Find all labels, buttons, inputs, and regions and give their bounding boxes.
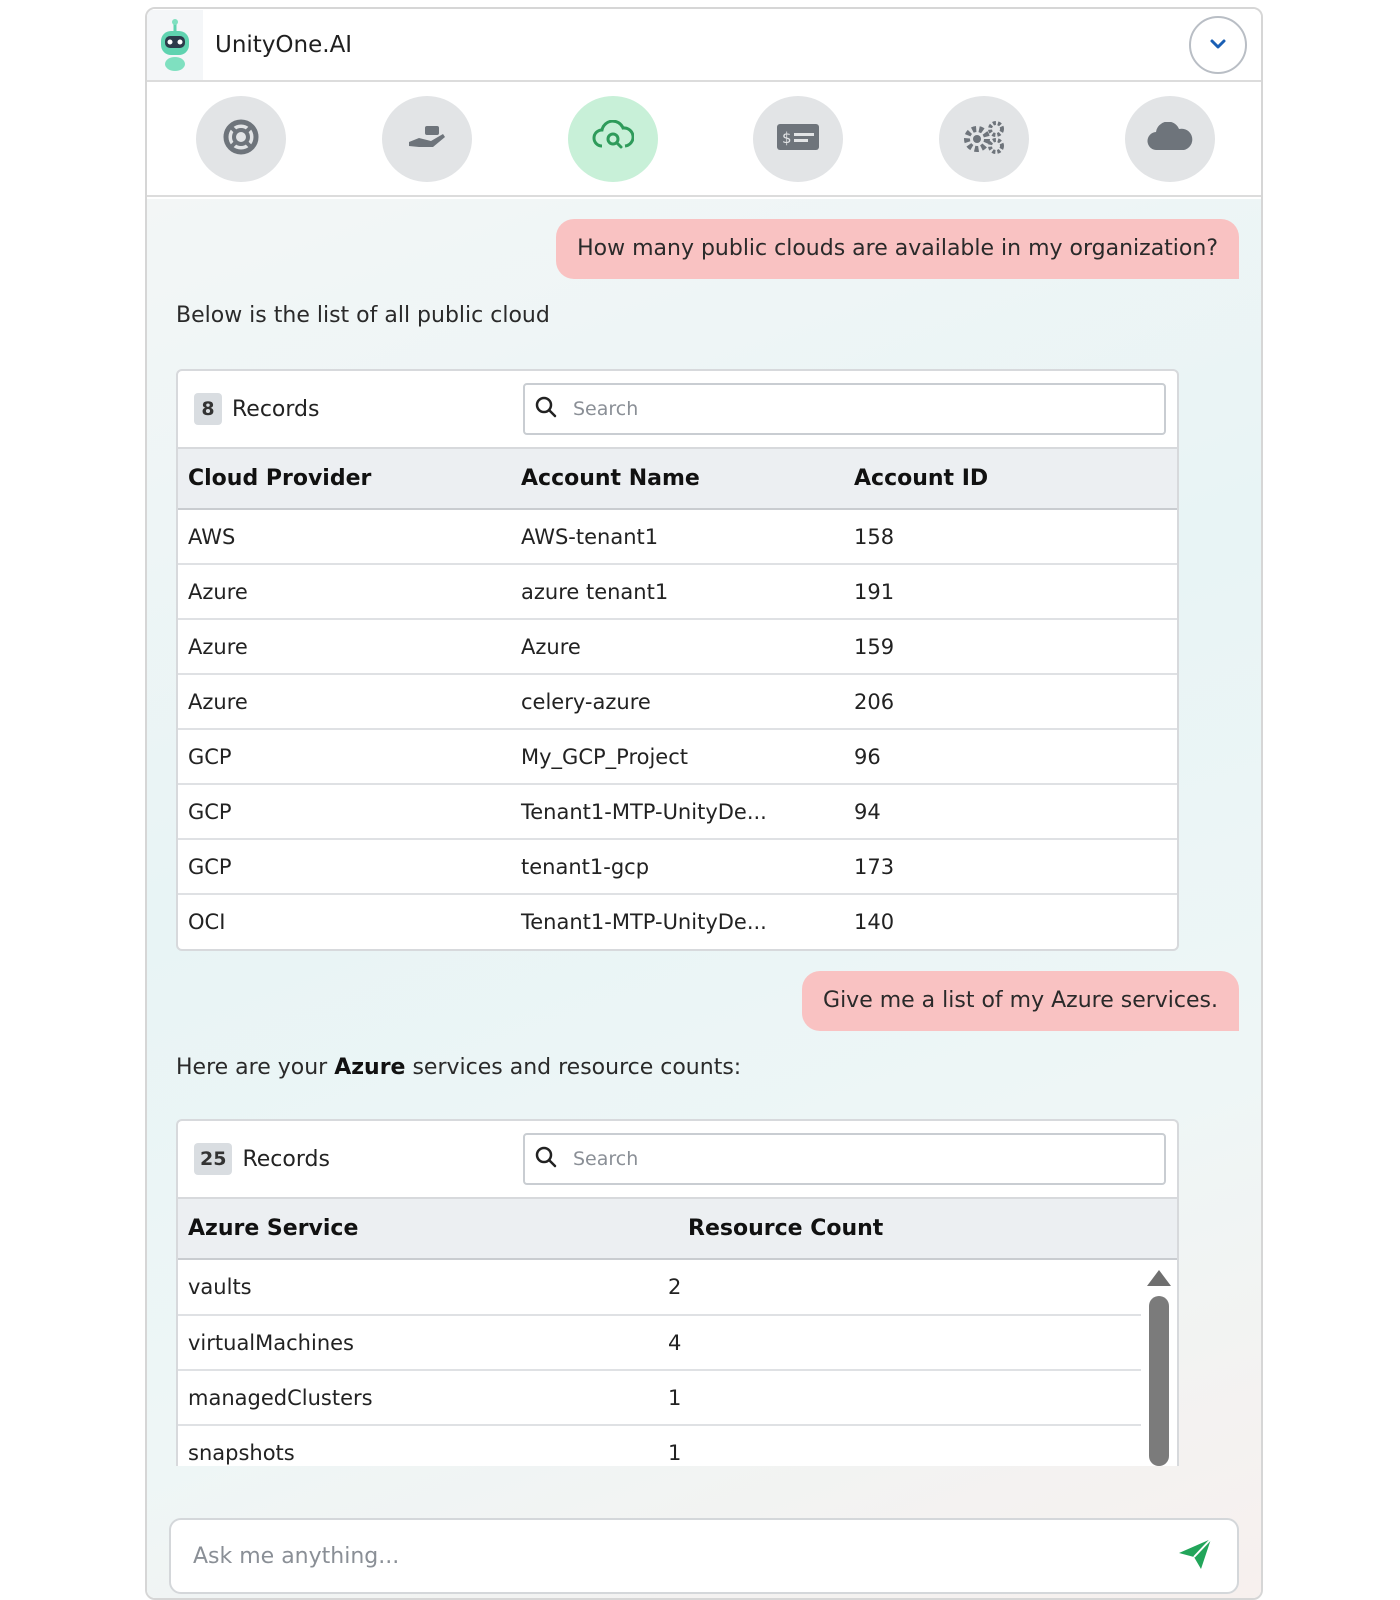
hand-money-icon: [407, 122, 447, 156]
table-cell: My_GCP_Project: [511, 729, 844, 784]
table-cell: Azure: [178, 674, 511, 729]
table-toolbar: [178, 371, 1177, 449]
app-header: [147, 9, 1261, 82]
table-search-input[interactable]: [523, 1133, 1166, 1185]
chat-area: [147, 199, 1261, 1598]
svg-text:$: $: [782, 128, 792, 147]
table-cell: Tenant1-MTP-UnityDe...: [511, 784, 844, 839]
table-row[interactable]: [178, 674, 1177, 729]
table-search-input[interactable]: [523, 383, 1166, 435]
column-header[interactable]: Cloud Provider: [178, 449, 511, 509]
scroll-up-arrow-icon[interactable]: [1147, 1270, 1171, 1286]
table-cell: GCP: [178, 729, 511, 784]
search-icon: [535, 1146, 557, 1172]
scroll-thumb[interactable]: [1149, 1296, 1169, 1466]
table-cell: OCI: [188, 910, 226, 934]
robot-logo-icon: [147, 10, 203, 80]
collapse-button[interactable]: [1189, 16, 1247, 74]
user-message: Give me a list of my Azure services.: [802, 971, 1239, 1031]
table-cell: Azure: [511, 619, 844, 674]
table-row[interactable]: [178, 564, 1177, 619]
record-count-badge: 8: [194, 393, 222, 425]
table-row[interactable]: [178, 729, 1177, 784]
cloud-search-icon: [592, 120, 634, 158]
table-cell: snapshots: [188, 1441, 295, 1465]
table-row[interactable]: [178, 619, 1177, 674]
table-row[interactable]: [178, 509, 1177, 564]
cloud-accounts-table: [176, 369, 1179, 951]
search-placeholder: Search: [573, 398, 639, 420]
cloud-button[interactable]: [1125, 96, 1215, 182]
bot-message: Below is the list of all public cloud: [176, 303, 550, 328]
table-row[interactable]: [178, 1425, 1141, 1466]
chat-window: [145, 7, 1263, 1600]
chat-input[interactable]: [193, 1544, 1175, 1569]
table-cell: GCP: [178, 839, 511, 894]
table-cell: AWS: [178, 509, 511, 564]
cloud-discovery-button[interactable]: [568, 96, 658, 182]
vertical-scrollbar[interactable]: [1147, 1270, 1171, 1466]
cost-button[interactable]: [382, 96, 472, 182]
table-header-row: [178, 449, 1177, 509]
table-cell: 158: [844, 509, 1177, 564]
table-cell: managedClusters: [178, 1370, 658, 1425]
send-button[interactable]: [1175, 1536, 1215, 1576]
table-cell: 96: [844, 729, 1177, 784]
azure-services-table: [176, 1119, 1179, 1466]
table-cell: 173: [844, 839, 1177, 894]
search-placeholder: Search: [573, 1148, 639, 1170]
table-cell: 1: [658, 1370, 1141, 1425]
table-row[interactable]: [178, 784, 1177, 839]
records-label: Records: [242, 1146, 330, 1172]
table-row[interactable]: [178, 894, 1177, 949]
send-icon: [1177, 1537, 1213, 1575]
gears-icon: [961, 119, 1007, 159]
table-cell: Tenant1-MTP-UnityDe...: [521, 910, 767, 934]
table-cell: 1: [668, 1441, 682, 1465]
table-row[interactable]: [178, 1370, 1141, 1425]
lifebuoy-icon: [222, 118, 260, 160]
automation-button[interactable]: [939, 96, 1029, 182]
table-cell: 206: [844, 674, 1177, 729]
table-cell: AWS-tenant1: [511, 509, 844, 564]
chat-input-bar: [169, 1518, 1239, 1594]
billing-button[interactable]: [753, 96, 843, 182]
records-label: Records: [232, 396, 320, 422]
table-cell: vaults: [178, 1260, 658, 1315]
table-cell: celery-azure: [511, 674, 844, 729]
search-icon: [535, 396, 557, 422]
record-count-badge: 25: [194, 1143, 232, 1175]
table-cell: tenant1-gcp: [511, 839, 844, 894]
column-header[interactable]: Azure Service: [178, 1199, 678, 1259]
column-header[interactable]: Account Name: [511, 449, 844, 509]
table-header-row: [178, 1199, 1177, 1259]
table-cell: 2: [658, 1260, 1141, 1315]
column-header[interactable]: Account ID: [844, 449, 1177, 509]
chevron-down-icon: [1209, 35, 1227, 54]
table-cell: GCP: [178, 784, 511, 839]
support-button[interactable]: [196, 96, 286, 182]
bot-message: [176, 1055, 741, 1080]
table-row[interactable]: [178, 839, 1177, 894]
table-scroll-body[interactable]: [178, 1260, 1177, 1466]
data-table-header: [178, 1199, 1177, 1260]
table-cell: Azure: [178, 564, 511, 619]
billing-card-icon: [776, 122, 820, 156]
user-message: How many public clouds are available in my organization?: [556, 219, 1239, 279]
table-row[interactable]: [178, 1315, 1141, 1370]
cloud-icon: [1147, 122, 1193, 156]
tool-bar: [147, 82, 1261, 197]
table-cell: 191: [844, 564, 1177, 619]
app-title: UnityOne.AI: [215, 31, 353, 58]
bot-message-text: services and resource counts:: [405, 1055, 742, 1080]
table-cell: azure tenant1: [511, 564, 844, 619]
bot-message-bold: Azure: [334, 1055, 406, 1080]
table-cell: Azure: [178, 619, 511, 674]
column-header[interactable]: Resource Count: [678, 1199, 1177, 1259]
table-cell: 159: [844, 619, 1177, 674]
table-cell: virtualMachines: [178, 1315, 658, 1370]
table-toolbar: [178, 1121, 1177, 1199]
bot-message-text: Here are your: [176, 1055, 335, 1080]
table-row[interactable]: [178, 1260, 1141, 1315]
table-cell: 94: [844, 784, 1177, 839]
table-cell: 4: [658, 1315, 1141, 1370]
data-table: [178, 449, 1177, 949]
table-cell: 140: [854, 910, 895, 934]
data-table: [178, 1260, 1141, 1466]
